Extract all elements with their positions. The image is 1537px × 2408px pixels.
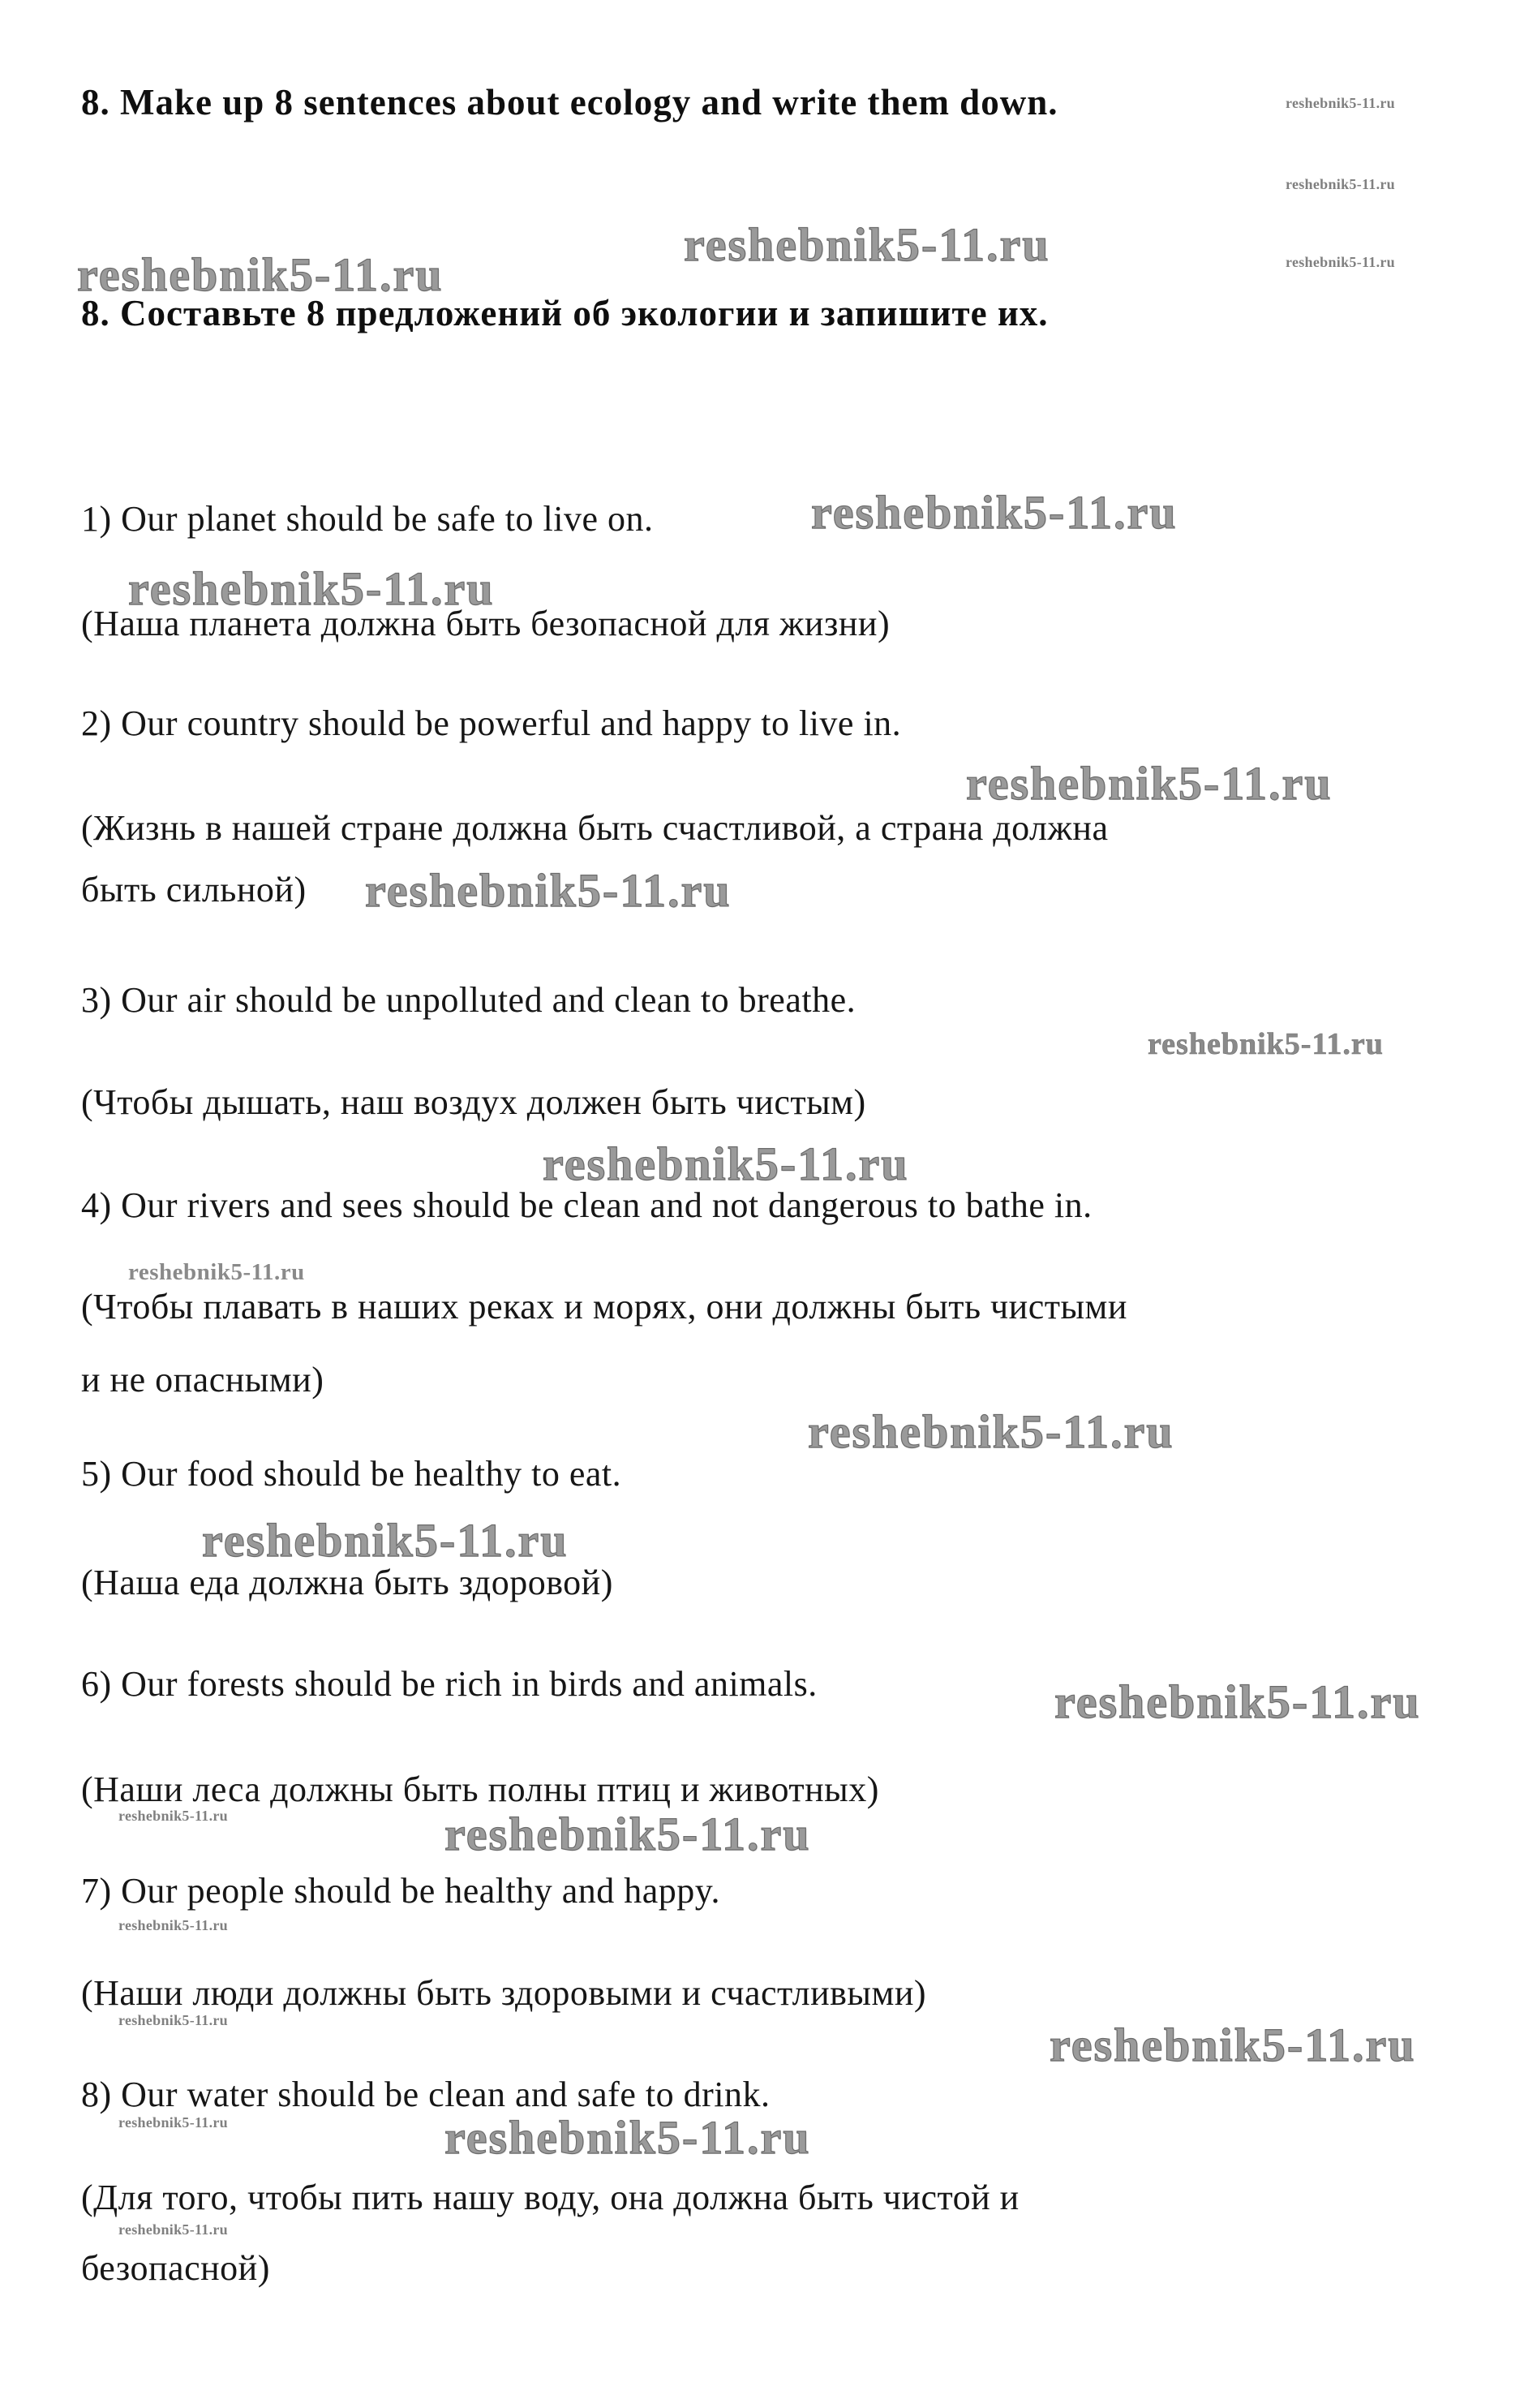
watermark: reshebnik5-11.ru — [118, 1808, 228, 1824]
sentence-5-ru: (Наша еда должна быть здоровой) — [81, 1563, 613, 1602]
watermark: reshebnik5-11.ru — [118, 1917, 228, 1933]
watermark: reshebnik5-11.ru — [202, 1514, 569, 1567]
sentence-7-ru: (Наши люди должны быть здоровыми и счастливыми) — [81, 1973, 927, 2013]
watermark: reshebnik5-11.ru — [966, 757, 1333, 810]
sentence-1-ru: (Наша планета должна быть безопасной для жизни) — [81, 604, 891, 643]
sentence-4-ru-line2: и не опасными) — [81, 1360, 324, 1400]
sentence-6-en: 6) Our forests should be rich in birds and animals. — [81, 1664, 818, 1704]
watermark: reshebnik5-11.ru — [118, 2012, 228, 2028]
watermark: reshebnik5-11.ru — [1286, 176, 1395, 192]
sentence-2-en: 2) Our country should be powerful and happy to live in. — [81, 703, 902, 743]
watermark: reshebnik5-11.ru — [365, 864, 732, 917]
watermark: reshebnik5-11.ru — [808, 1405, 1174, 1458]
watermark: reshebnik5-11.ru — [128, 562, 495, 615]
watermark: reshebnik5-11.ru — [444, 2111, 811, 2164]
watermark: reshebnik5-11.ru — [811, 486, 1178, 539]
watermark: reshebnik5-11.ru — [684, 218, 1050, 271]
sentence-3-ru: (Чтобы дышать, наш воздух должен быть чистым) — [81, 1082, 866, 1122]
watermark: reshebnik5-11.ru — [128, 1259, 305, 1285]
sentence-1-en: 1) Our planet should be safe to live on. — [81, 499, 654, 539]
watermark: reshebnik5-11.ru — [1054, 1675, 1421, 1728]
sentence-8-ru-line2: безопасной) — [81, 2248, 270, 2288]
watermark: reshebnik5-11.ru — [1148, 1027, 1384, 1061]
sentence-4-ru-line1: (Чтобы плавать в наших реках и морях, они должны быть чистыми — [81, 1287, 1127, 1327]
sentence-3-en: 3) Our air should be unpolluted and clean to breathe. — [81, 980, 857, 1020]
watermark: reshebnik5-11.ru — [1050, 2019, 1416, 2071]
watermark: reshebnik5-11.ru — [77, 248, 444, 301]
watermark: reshebnik5-11.ru — [118, 2114, 228, 2131]
watermark: reshebnik5-11.ru — [444, 1808, 811, 1860]
task-title-ru: 8. Составьте 8 предложений об экологии и запишите их. — [81, 293, 1049, 333]
sentence-8-ru-line1: (Для того, чтобы пить нашу воду, она должна быть чистой и — [81, 2178, 1020, 2217]
sentence-8-en: 8) Our water should be clean and safe to drink. — [81, 2075, 771, 2114]
watermark: reshebnik5-11.ru — [1286, 254, 1395, 270]
watermark: reshebnik5-11.ru — [118, 2221, 228, 2238]
sentence-7-en: 7) Our people should be healthy and happy. — [81, 1871, 720, 1911]
sentence-2-ru-line2: быть сильной) — [81, 870, 307, 909]
sentence-6-ru: (Наши леса должны быть полны птиц и животных) — [81, 1769, 879, 1809]
task-title-en: 8. Make up 8 sentences about ecology and write them down. — [81, 82, 1058, 123]
watermark: reshebnik5-11.ru — [543, 1137, 909, 1190]
sentence-5-en: 5) Our food should be healthy to eat. — [81, 1454, 622, 1494]
sentence-2-ru-line1: (Жизнь в нашей стране должна быть счастливой, а страна должна — [81, 808, 1109, 848]
watermark: reshebnik5-11.ru — [1286, 95, 1395, 111]
sentence-4-en: 4) Our rivers and sees should be clean and not dangerous to bathe in. — [81, 1185, 1093, 1225]
